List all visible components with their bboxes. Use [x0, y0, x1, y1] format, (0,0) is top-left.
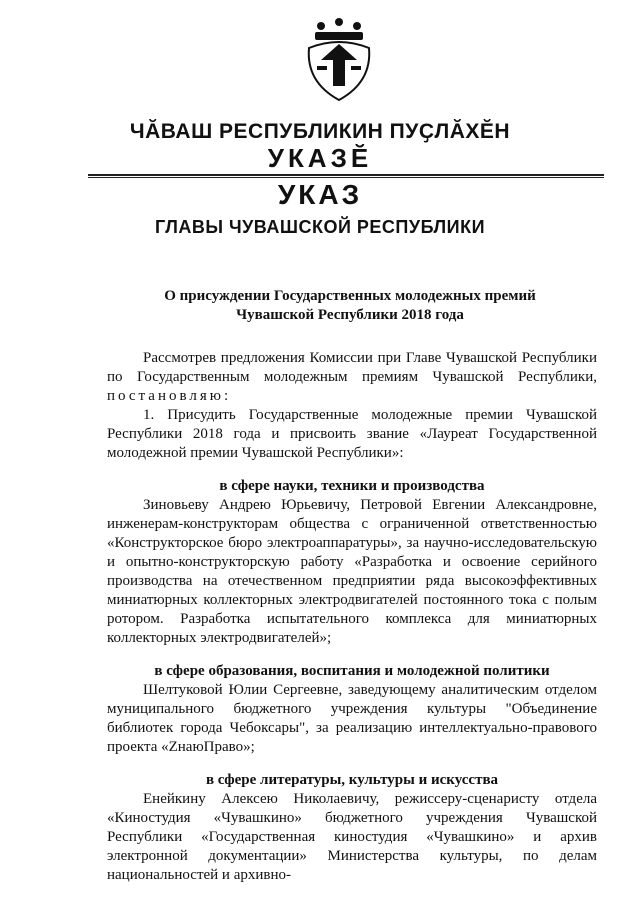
title-line-2: Чувашской Республики 2018 года [236, 307, 464, 323]
header-rule-top [88, 174, 604, 176]
document-body [107, 349, 597, 885]
section-text-science: Зиновьеву Андрею Юрьевичу, Петровой Евгении Александровне, инженерам-конструкторам общества с ограниченной ответственностью «Конструкторское бюро электроаппаратуры», за научно-исследовательскую и опытно-конструкторскую работу «Разработка и освоение серийного производства на отечественном предприятии ряда высокоэффективных миниатюрных коллекторных электродвигателей постоянного тока с полым ротором. Разработка испытательного комплекса для миниатюрных коллекторных электродвигателей»; [107, 497, 597, 646]
coat-of-arms-emblem [299, 14, 379, 104]
section-heading-education: в сфере образования, воспитания и молодежной политики [154, 663, 550, 679]
section-heading-culture: в сфере литературы, культуры и искусства [205, 772, 499, 788]
intro-paragraph [107, 349, 597, 406]
document-title [110, 287, 590, 325]
header-ukaze: УКАЗӖ [267, 143, 373, 173]
section-text-education: Шелтуковой Юлии Сергеевне, заведующему аналитическим отделом муниципального бюджетного учреждения культуры "Объединение библиотек города Чебоксары", за реализацию интеллектуально-правового проекта «ZнаюПраво»; [107, 682, 597, 755]
decree-word: постановляю: [107, 388, 232, 404]
title-line-1: О присуждении Государственных молодежных премий [164, 288, 536, 304]
header-head-of-republic: ГЛАВЫ ЧУВАШСКОЙ РЕСПУБЛИКИ [154, 217, 486, 237]
section-heading-science: в сфере науки, техники и производства [219, 478, 485, 494]
intro-text: Рассмотрев предложения Комиссии при Главе Чувашской Республики по Государственным молодежным премиям Чувашской Республики, [107, 350, 597, 385]
section-text-culture: Енейкину Алексею Николаевичу, режиссеру-сценаристу отдела «Киностудия «Чувашкино» бюджетного учреждения Чувашской Республики «Государственная киностудия «Чувашкино» и архив электронной документации» Министерства культуры, по делам национальностей и архивно- [107, 791, 597, 883]
item-1-paragraph: 1. Присудить Государственные молодежные премии Чувашской Республики 2018 года и присвоить звание «Лауреат Государственной молодежной премии Чувашской Республики»: [107, 407, 597, 461]
header-rule-bottom [88, 177, 604, 178]
header-chuvash-line: ЧӐВАШ РЕСПУБЛИКИН ПУҪЛӐХӖН [129, 120, 511, 143]
header-ukaz: УКАЗ [277, 179, 363, 210]
